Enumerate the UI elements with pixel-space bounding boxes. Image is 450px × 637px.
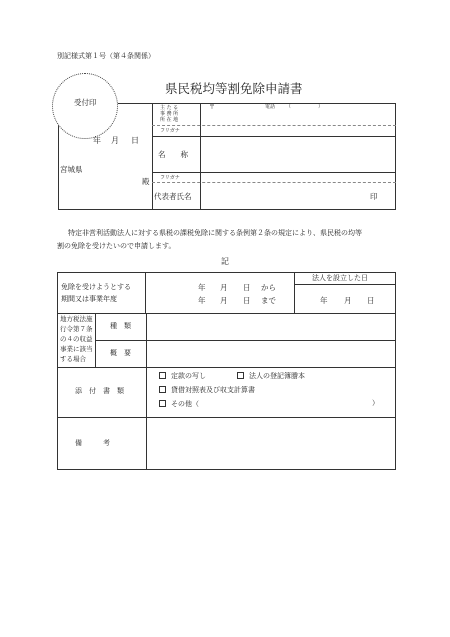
page-title: 県民税均等割免除申請書 bbox=[165, 81, 303, 96]
phone-open: （ bbox=[286, 104, 292, 110]
stamp-label: 受付印 bbox=[74, 98, 97, 107]
attachment-item-other[interactable]: その他（ bbox=[159, 400, 199, 408]
office-label-line1: 主 た る bbox=[160, 105, 179, 111]
law-label-line1: 地方税法施 bbox=[60, 315, 93, 323]
to-month: 月 bbox=[220, 296, 228, 305]
business-summary-field[interactable] bbox=[147, 341, 395, 366]
established-year: 年 bbox=[320, 296, 328, 305]
from-month: 月 bbox=[220, 283, 228, 292]
exemption-period-field[interactable] bbox=[147, 273, 293, 312]
from-day: 日 bbox=[243, 283, 251, 292]
checkbox-icon[interactable] bbox=[159, 386, 166, 393]
representative-furigana-field[interactable] bbox=[201, 173, 395, 181]
body-text-line2: 割の免除を受けたいので申請します。 bbox=[57, 242, 176, 250]
phone-close: ） bbox=[318, 104, 324, 110]
business-kind-field[interactable] bbox=[147, 314, 395, 339]
date-day-label: 日 bbox=[131, 136, 139, 145]
checkbox-icon[interactable] bbox=[159, 400, 166, 407]
checkbox-icon[interactable] bbox=[237, 372, 244, 379]
to-suffix: まで bbox=[261, 296, 276, 305]
addressee: 宮城県 bbox=[60, 165, 83, 174]
law-label-line3: の４の収益 bbox=[60, 335, 93, 343]
kind-label: 種 類 bbox=[110, 322, 131, 330]
from-suffix: から bbox=[261, 283, 276, 292]
representative-label: 代表者氏名 bbox=[154, 192, 192, 201]
attachment-other-close: ） bbox=[372, 399, 379, 407]
representative-name-field[interactable] bbox=[201, 183, 366, 209]
attachment-item-financials[interactable]: 貸借対照表及び収支計算書 bbox=[159, 386, 255, 394]
date-month-label: 月 bbox=[111, 136, 119, 145]
summary-label: 概 要 bbox=[110, 349, 131, 357]
date-year-label: 年 bbox=[93, 136, 101, 145]
attachments-label: 添 付 書 類 bbox=[75, 387, 124, 395]
established-month: 月 bbox=[344, 296, 352, 305]
attachment-item-registry[interactable]: 法人の登記簿謄本 bbox=[237, 372, 305, 380]
from-year: 年 bbox=[198, 283, 206, 292]
name-label: 名 称 bbox=[158, 150, 188, 159]
remarks-field[interactable] bbox=[147, 418, 395, 469]
ki-mark: 記 bbox=[221, 257, 229, 266]
checkbox-icon[interactable] bbox=[159, 372, 166, 379]
law-label-line4: 事業に該当 bbox=[60, 345, 93, 353]
honorific: 殿 bbox=[142, 177, 150, 186]
to-day: 日 bbox=[243, 296, 251, 305]
name-field[interactable] bbox=[201, 137, 395, 171]
body-text-line1: 特定非営利活動法人に対する県税の課税免除に関する条例第２条の規定により、県民税の均等 bbox=[68, 229, 362, 237]
furigana-label: フリガナ bbox=[160, 128, 180, 134]
furigana-field[interactable] bbox=[201, 126, 395, 135]
established-date-field[interactable] bbox=[295, 285, 395, 312]
remarks-label: 備 考 bbox=[75, 439, 110, 447]
form-number: 別記様式第１号（第４条関係） bbox=[57, 52, 155, 60]
phone-label: 電話 bbox=[265, 104, 276, 110]
law-label-line5: する場合 bbox=[60, 355, 86, 363]
office-address-field[interactable] bbox=[201, 113, 395, 124]
period-label-line2: 期間又は事業年度 bbox=[61, 295, 117, 303]
attachment-item-articles[interactable]: 定款の写し bbox=[159, 372, 206, 380]
period-label-line1: 免除を受けようとする bbox=[61, 283, 131, 291]
to-year: 年 bbox=[198, 296, 206, 305]
office-label-line2: 事 務 所 bbox=[160, 111, 179, 117]
office-label-line3: 所 在 地 bbox=[160, 117, 179, 123]
furigana-label-2: フリガナ bbox=[160, 175, 180, 181]
law-label-line2: 行令第７条 bbox=[60, 325, 93, 333]
seal-mark: 印 bbox=[370, 192, 378, 201]
established-day: 日 bbox=[367, 296, 375, 305]
postal-mark: 〒 bbox=[209, 104, 216, 111]
established-label: 法人を設立した日 bbox=[312, 274, 368, 282]
